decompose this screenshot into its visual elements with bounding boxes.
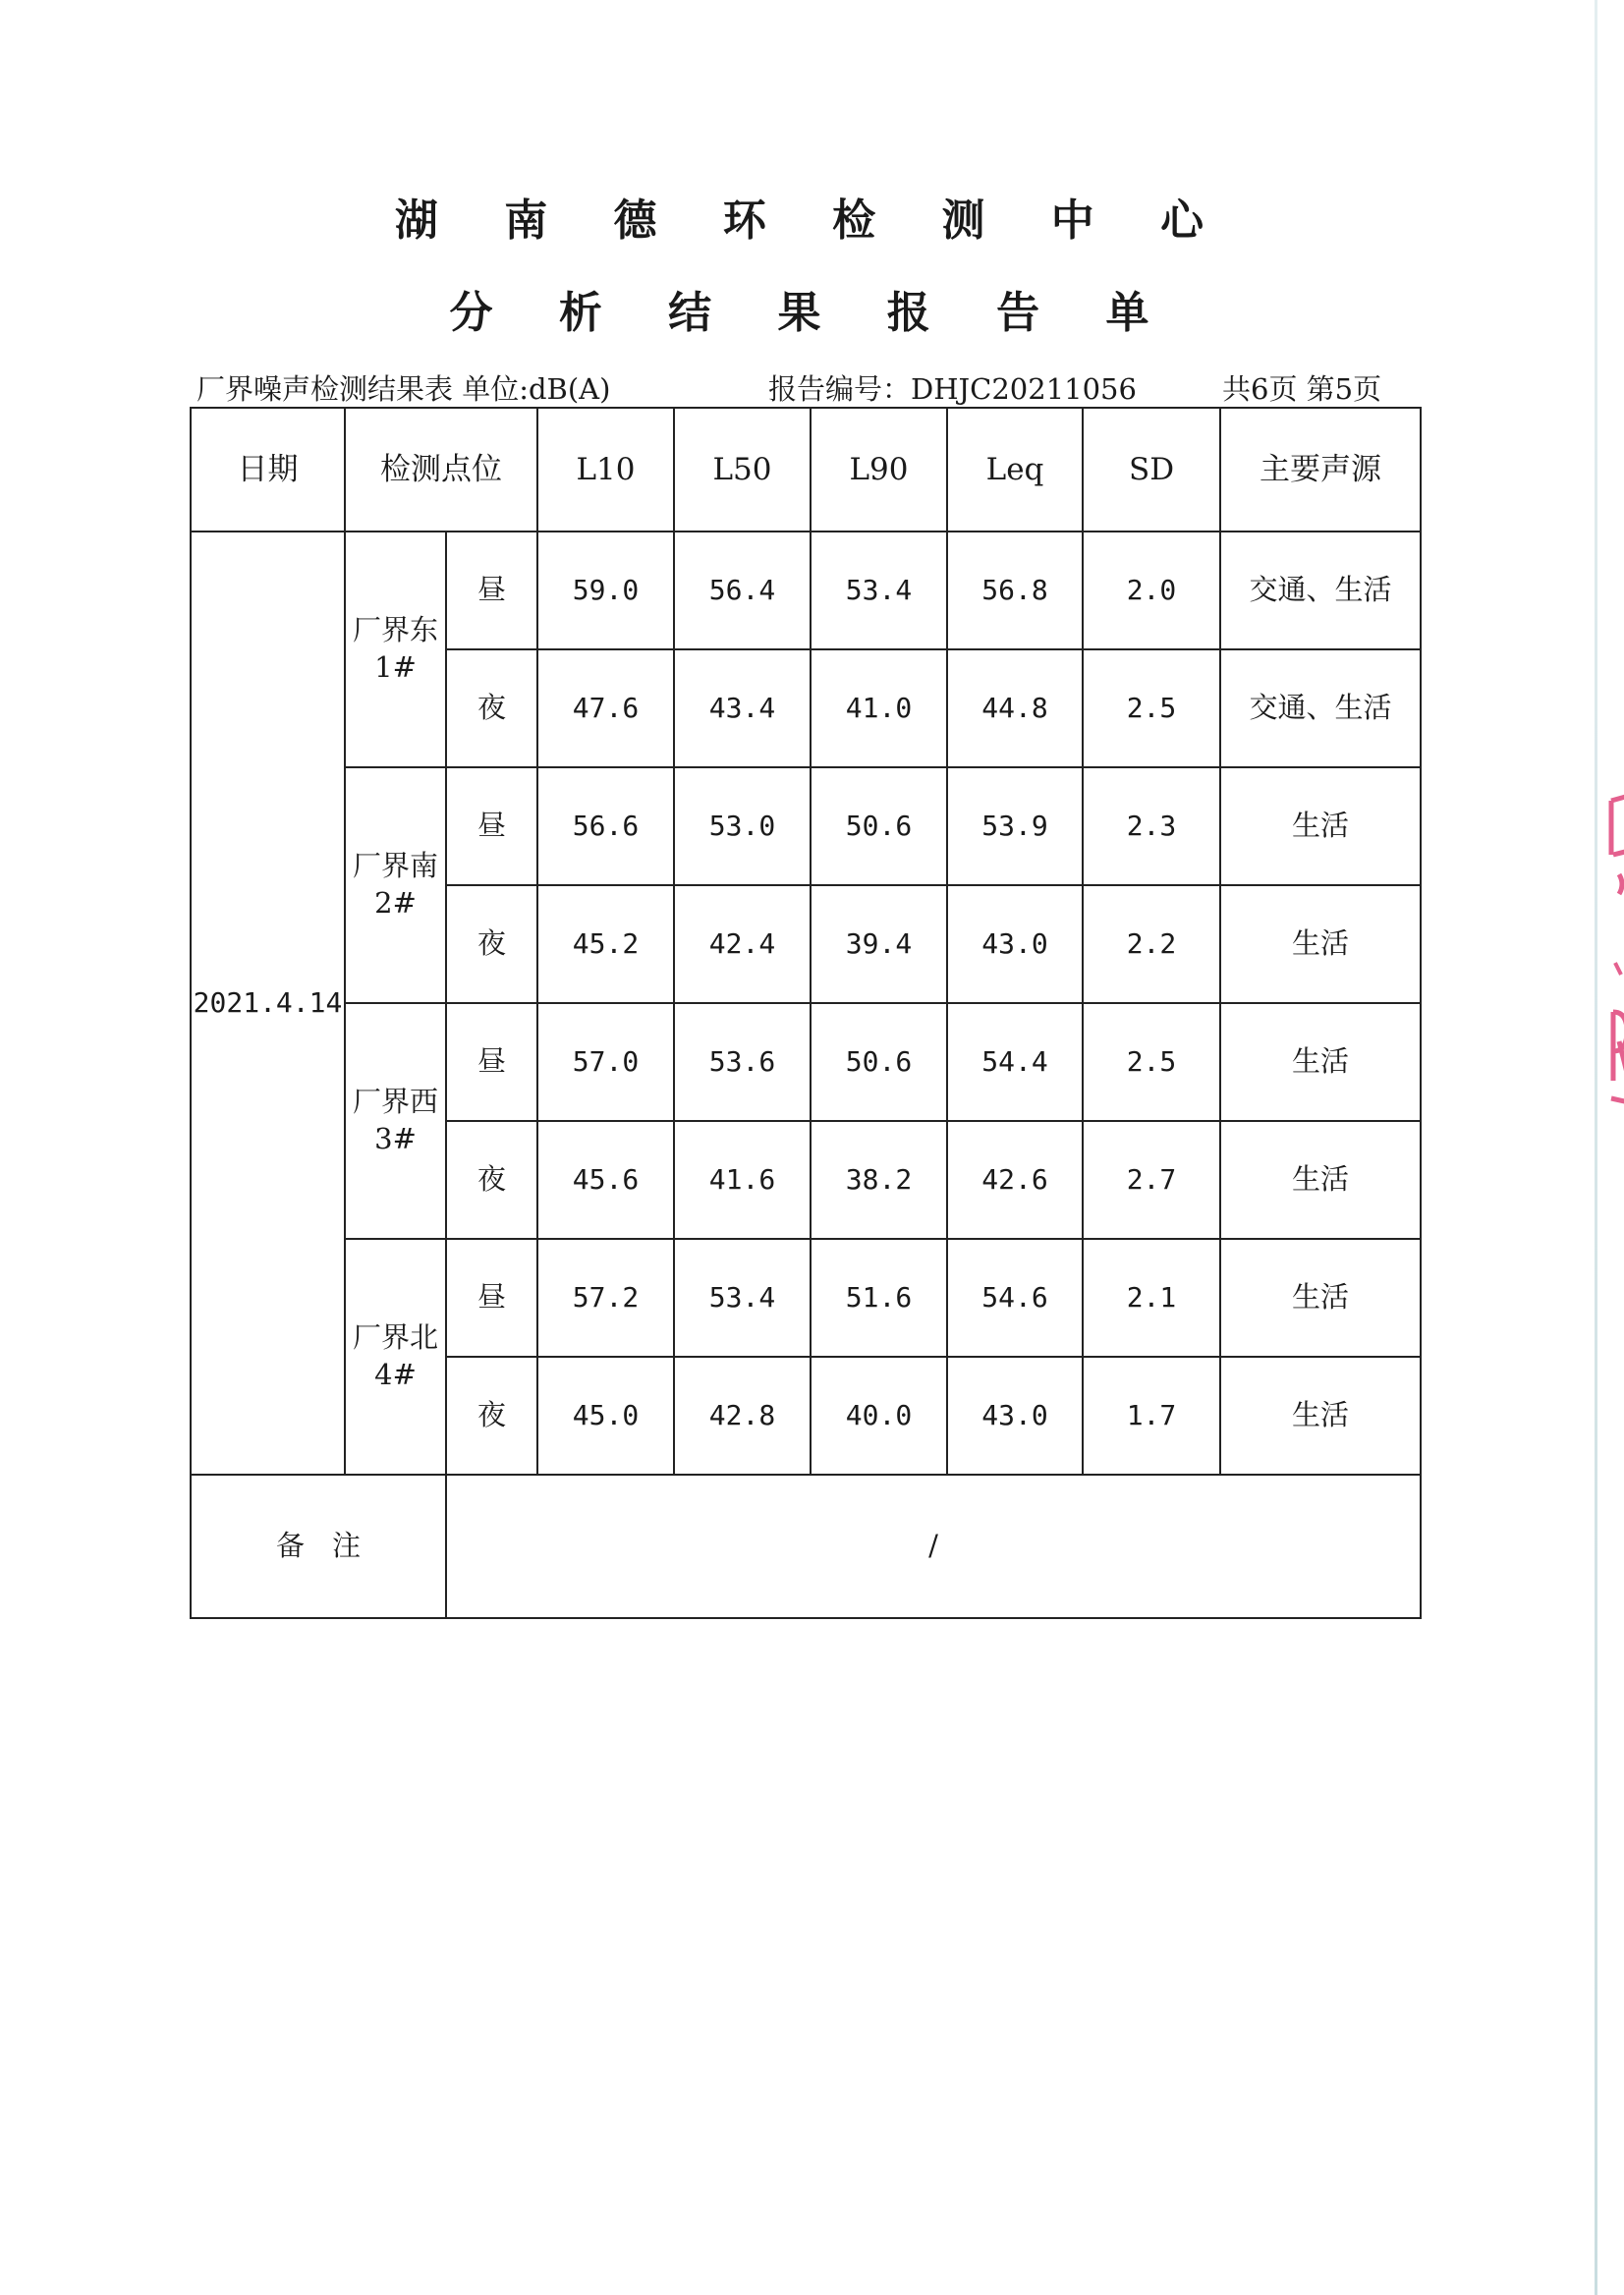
point-code: 4# [374, 1358, 417, 1391]
header-row [191, 408, 1421, 532]
l10-cell: 57.2 [537, 1239, 674, 1357]
point-code: 2# [374, 886, 417, 920]
l90-cell: 50.6 [811, 1003, 947, 1121]
l50-cell: 53.6 [674, 1003, 811, 1121]
sd-cell: 2.5 [1083, 1003, 1220, 1121]
leq-cell: 43.0 [947, 885, 1083, 1003]
date-cell: 2021.4.14 [191, 532, 345, 1475]
l10-cell: 45.2 [537, 885, 674, 1003]
table-title: 厂界噪声检测结果表 单位:dB(A) [196, 372, 611, 406]
report-number: 报告编号：DHJC20211056 [768, 372, 1137, 406]
period-cell: 昼 [446, 1003, 537, 1121]
period-cell: 夜 [446, 885, 537, 1003]
period-cell: 昼 [446, 532, 537, 649]
point-cell [345, 1239, 446, 1475]
point-code: 1# [374, 650, 417, 684]
leq-cell: 56.8 [947, 532, 1083, 649]
table-row [191, 1239, 1421, 1357]
col-header-l10: L10 [537, 408, 674, 532]
l10-cell: 57.0 [537, 1003, 674, 1121]
col-header-source: 主要声源 [1220, 408, 1421, 532]
l90-cell: 51.6 [811, 1239, 947, 1357]
l90-cell: 40.0 [811, 1357, 947, 1475]
leq-cell: 54.6 [947, 1239, 1083, 1357]
l10-cell: 59.0 [537, 532, 674, 649]
l90-cell: 39.4 [811, 885, 947, 1003]
point-name: 厂界东 [352, 613, 438, 647]
page-edge-divider [1595, 0, 1597, 2295]
notes-label: 备注 [191, 1475, 446, 1618]
col-header-leq: Leq [947, 408, 1083, 532]
col-header-point: 检测点位 [345, 408, 537, 532]
l50-cell: 42.4 [674, 885, 811, 1003]
l10-cell: 56.6 [537, 767, 674, 885]
sd-cell: 2.1 [1083, 1239, 1220, 1357]
l90-cell: 38.2 [811, 1121, 947, 1239]
l50-cell: 43.4 [674, 649, 811, 767]
leq-cell: 53.9 [947, 767, 1083, 885]
source-cell: 交通、生活 [1220, 532, 1421, 649]
seal-fragment-svg [1572, 786, 1624, 1110]
source-cell: 生活 [1220, 1003, 1421, 1121]
leq-cell: 42.6 [947, 1121, 1083, 1239]
period-cell: 夜 [446, 649, 537, 767]
sd-cell: 2.2 [1083, 885, 1220, 1003]
leq-cell: 54.4 [947, 1003, 1083, 1121]
l10-cell: 45.0 [537, 1357, 674, 1475]
l10-cell: 45.6 [537, 1121, 674, 1239]
col-header-date: 日期 [191, 408, 345, 532]
page-info: 共6页 第5页 [1222, 372, 1382, 406]
source-cell: 生活 [1220, 1357, 1421, 1475]
period-cell: 夜 [446, 1357, 537, 1475]
l50-cell: 53.4 [674, 1239, 811, 1357]
point-cell [345, 767, 446, 1003]
l90-cell: 53.4 [811, 532, 947, 649]
point-name: 厂界南 [352, 849, 438, 883]
leq-cell: 44.8 [947, 649, 1083, 767]
l90-cell: 50.6 [811, 767, 947, 885]
table-row [191, 767, 1421, 885]
col-header-l50: L50 [674, 408, 811, 532]
point-cell [345, 1003, 446, 1239]
table-row [191, 1003, 1421, 1121]
point-code: 3# [374, 1122, 417, 1155]
sd-cell: 2.7 [1083, 1121, 1220, 1239]
leq-cell: 43.0 [947, 1357, 1083, 1475]
l50-cell: 41.6 [674, 1121, 811, 1239]
period-cell: 夜 [446, 1121, 537, 1239]
l50-cell: 53.0 [674, 767, 811, 885]
point-name: 厂界北 [352, 1320, 438, 1355]
l50-cell: 56.4 [674, 532, 811, 649]
notes-value: / [446, 1475, 1421, 1618]
source-cell: 生活 [1220, 1239, 1421, 1357]
l90-cell: 41.0 [811, 649, 947, 767]
period-cell: 昼 [446, 1239, 537, 1357]
table-row [191, 532, 1421, 649]
source-cell: 生活 [1220, 1121, 1421, 1239]
source-cell: 交通、生活 [1220, 649, 1421, 767]
point-name: 厂界西 [352, 1085, 438, 1119]
point-cell [345, 532, 446, 767]
red-seal-fragment-image [1572, 786, 1624, 1110]
notes-row [191, 1475, 1421, 1618]
l10-cell: 47.6 [537, 649, 674, 767]
report-title: 分 析 结 果 报 告 单 [449, 288, 1175, 338]
sd-cell: 1.7 [1083, 1357, 1220, 1475]
sd-cell: 2.0 [1083, 532, 1220, 649]
source-cell: 生活 [1220, 767, 1421, 885]
period-cell: 昼 [446, 767, 537, 885]
col-header-l90: L90 [811, 408, 947, 532]
col-header-sd: SD [1083, 408, 1220, 532]
org-name: 湖 南 德 环 检 测 中 心 [394, 196, 1230, 246]
l50-cell: 42.8 [674, 1357, 811, 1475]
sd-cell: 2.5 [1083, 649, 1220, 767]
noise-results-table [190, 407, 1422, 1619]
source-cell: 生活 [1220, 885, 1421, 1003]
sd-cell: 2.3 [1083, 767, 1220, 885]
